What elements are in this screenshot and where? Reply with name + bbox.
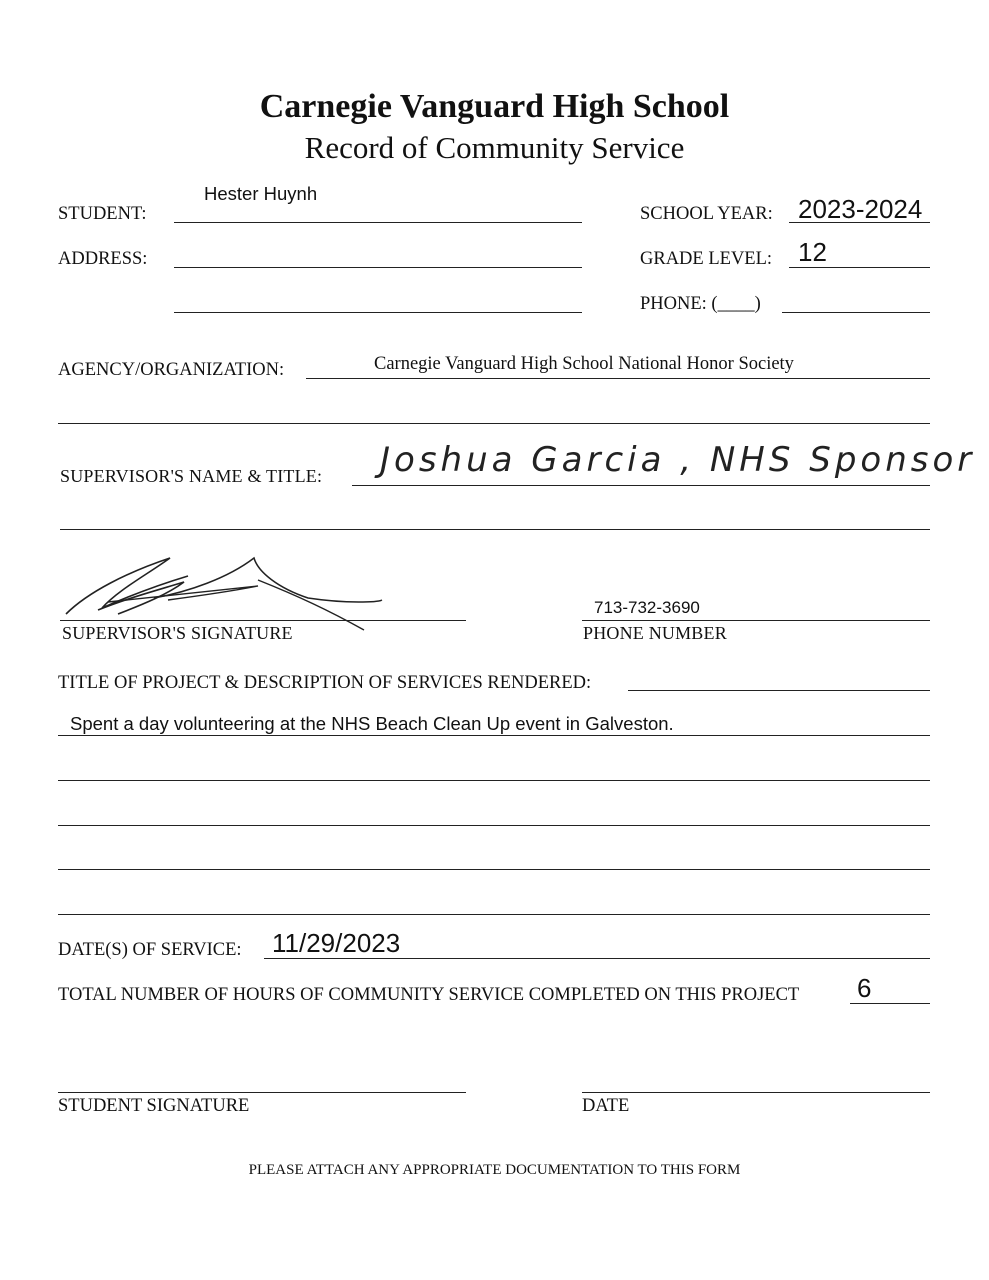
supervisor-signature-line bbox=[60, 620, 466, 621]
student-name-line bbox=[174, 222, 582, 223]
agency-label: AGENCY/ORGANIZATION: bbox=[58, 360, 285, 380]
phone-label: PHONE: (____) bbox=[640, 294, 761, 314]
supervisor-name-value[interactable]: Joshua Garcia , NHS Sponsor bbox=[380, 440, 976, 480]
grade-level-label: GRADE LEVEL: bbox=[640, 249, 773, 269]
supervisor-name-label: SUPERVISOR'S NAME & TITLE: bbox=[60, 466, 323, 486]
dates-line bbox=[264, 958, 930, 959]
hours-value[interactable]: 6 bbox=[857, 973, 872, 1003]
project-title-line bbox=[628, 690, 930, 691]
form-title: Record of Community Service bbox=[304, 130, 685, 165]
dates-label: DATE(S) OF SERVICE: bbox=[58, 940, 242, 960]
dates-value[interactable]: 11/29/2023 bbox=[272, 928, 401, 958]
student-label: STUDENT: bbox=[58, 204, 147, 224]
project-description-line-2 bbox=[58, 780, 930, 781]
project-description-value[interactable]: Spent a day volunteering at the NHS Beach Clean Up event in Galveston. bbox=[70, 713, 674, 734]
school-year-line bbox=[789, 222, 930, 223]
supervisor-phone-label: PHONE NUMBER bbox=[583, 623, 727, 643]
project-description-line-3 bbox=[58, 825, 930, 826]
school-year-value[interactable]: 2023-2024 bbox=[798, 194, 923, 224]
address-line1 bbox=[174, 267, 582, 268]
footer-note: PLEASE ATTACH ANY APPROPRIATE DOCUMENTATION TO THIS FORM bbox=[248, 1162, 741, 1178]
hours-label: TOTAL NUMBER OF HOURS OF COMMUNITY SERVICE COMPLETED ON THIS PROJECT bbox=[58, 985, 800, 1005]
agency-value[interactable]: Carnegie Vanguard High School National Honor Society bbox=[374, 354, 794, 374]
date-signed-label: DATE bbox=[582, 1096, 630, 1116]
supervisor-signature-label: SUPERVISOR'S SIGNATURE bbox=[62, 623, 293, 643]
school-year-label: SCHOOL YEAR: bbox=[640, 204, 773, 224]
grade-level-value[interactable]: 12 bbox=[798, 237, 827, 267]
address-label: ADDRESS: bbox=[58, 249, 148, 269]
student-signature-line bbox=[58, 1092, 466, 1093]
hours-line bbox=[850, 1003, 930, 1004]
supervisor-phone-value[interactable]: 713-732-3690 bbox=[594, 598, 700, 617]
project-description-line-1 bbox=[58, 735, 930, 736]
supervisor-phone-line bbox=[582, 620, 930, 621]
grade-level-line bbox=[789, 267, 930, 268]
agency-line bbox=[306, 378, 930, 379]
school-name: Carnegie Vanguard High School bbox=[259, 88, 730, 125]
project-label: TITLE OF PROJECT & DESCRIPTION OF SERVICES RENDERED: bbox=[58, 673, 592, 693]
project-description-line-4 bbox=[58, 869, 930, 870]
phone-line bbox=[782, 312, 930, 313]
supervisor-name-line-2 bbox=[60, 529, 930, 530]
student-name-value[interactable]: Hester Huynh bbox=[204, 183, 318, 204]
supervisor-name-line bbox=[352, 485, 930, 486]
project-description-line-5 bbox=[58, 914, 930, 915]
agency-line-2 bbox=[58, 423, 930, 424]
address-line2 bbox=[174, 312, 582, 313]
date-signed-line bbox=[582, 1092, 930, 1093]
student-signature-label: STUDENT SIGNATURE bbox=[58, 1096, 250, 1116]
